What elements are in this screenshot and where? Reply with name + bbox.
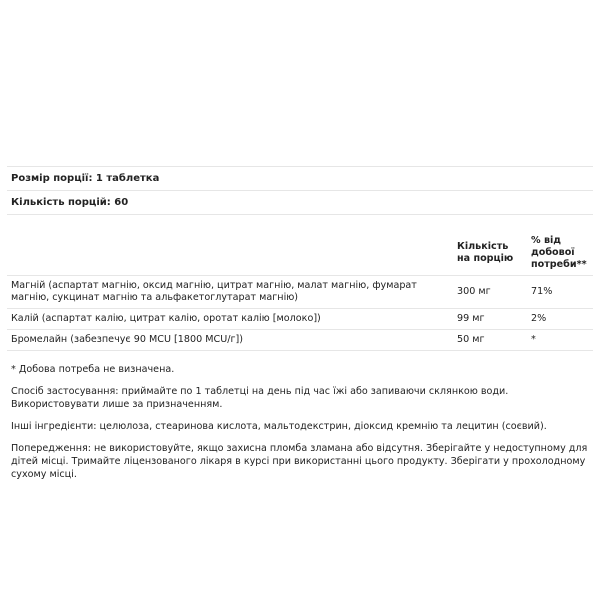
- nutrient-name: Магній (аспартат магнію, оксид магнію, цитрат магнію, малат магнію, фумарат магнію, сукцинат магнію та альфакетоглутарат магнію): [7, 276, 453, 309]
- table-row: [7, 330, 593, 351]
- nutrient-name: Калій (аспартат калію, цитрат калію, оротат калію [молоко]): [7, 309, 453, 330]
- nutrient-dv: 71%: [527, 276, 593, 309]
- table-row: [7, 309, 593, 330]
- footnote: * Добова потреба не визначена.: [11, 364, 175, 375]
- nutrient-name: Бромелайн (забезпечує 90 MCU [1800 MCU/г]): [7, 330, 453, 351]
- usage-instructions: Спосіб застосування: приймайте по 1 таблетці на день під час їжі або запиваючи склянкою води. Використовувати лише за призначенням.: [11, 386, 509, 410]
- header-dv: % від добової потреби**: [531, 235, 587, 270]
- nutrient-amount: 99 мг: [453, 309, 527, 330]
- nutrient-dv: *: [527, 330, 593, 351]
- warning: Попередження: не використовуйте, якщо захисна пломба зламана або відсутня. Зберігайте у недоступному для дітей місці. Тримайте ліцензованого лікаря в курсі при використанні цього продукту. Зберігати у прохолодному сухому місці.: [11, 443, 588, 480]
- table-row: [7, 276, 593, 309]
- nutrient-amount: 300 мг: [453, 276, 527, 309]
- nutrient-table: [7, 231, 593, 351]
- nutrient-amount: 50 мг: [453, 330, 527, 351]
- notes: [7, 363, 593, 481]
- table-header: [7, 231, 593, 276]
- header-amount: Кількість на порцію: [457, 241, 514, 264]
- other-ingredients: Інші інгредієнти: целюлоза, стеаринова кислота, мальтодекстрин, діоксид кремнію та лецитин (соєвий).: [11, 421, 547, 432]
- supplement-facts: [7, 166, 593, 490]
- serving-count: Кількість порцій: 60: [7, 190, 593, 215]
- nutrient-dv: 2%: [527, 309, 593, 330]
- header-name: [7, 231, 453, 276]
- serving-size: Розмір порції: 1 таблетка: [7, 166, 593, 190]
